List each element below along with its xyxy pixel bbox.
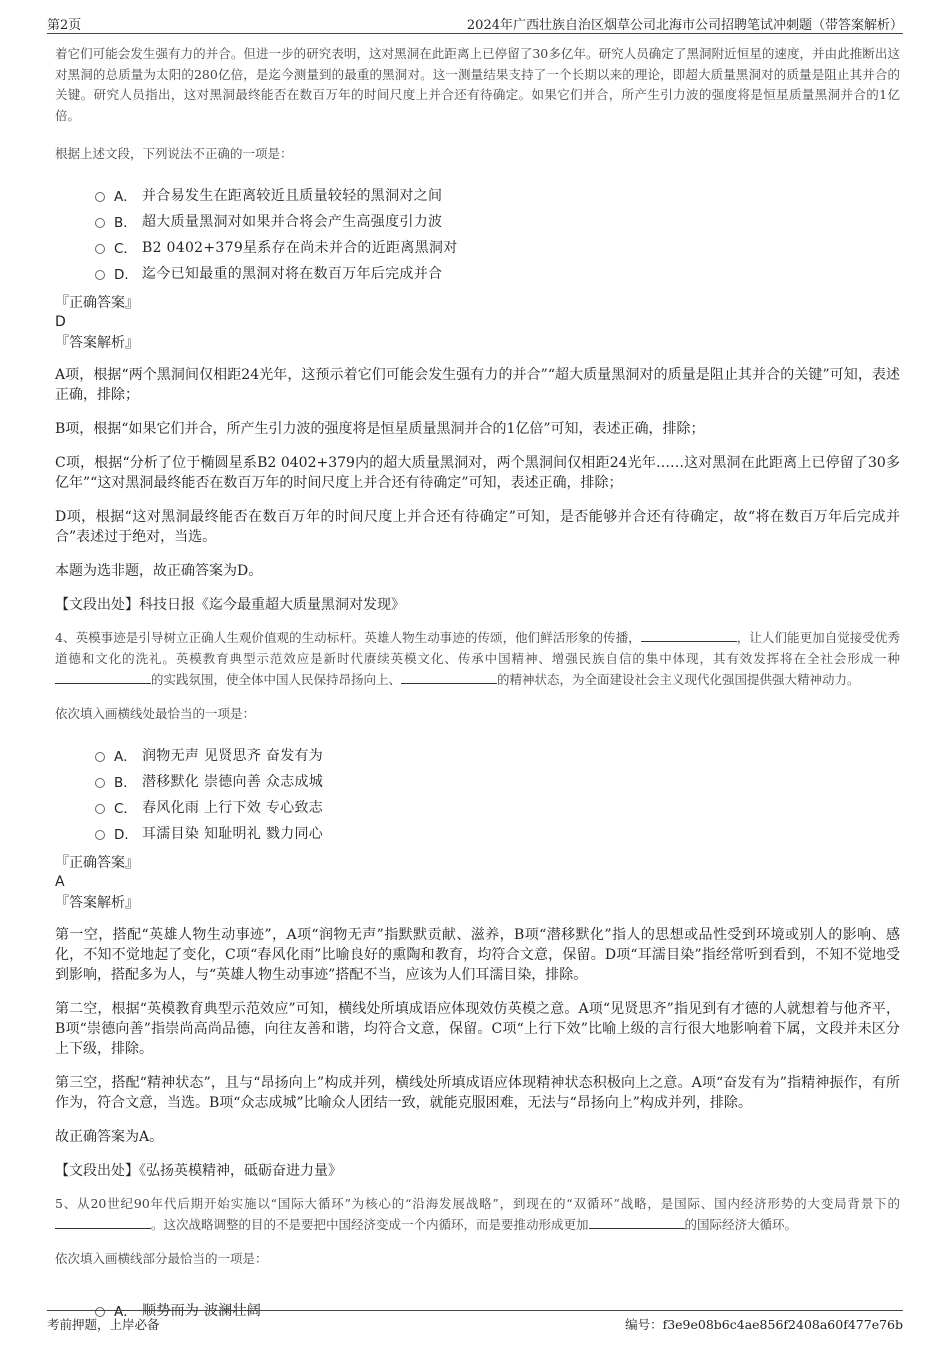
q4-analysis-blank-1: 第一空，搭配“英雄人物生动事迹”，A项“润物无声”指默默贡献、滋养，B项“潜移默化”指人的思想或品性受到环境或别人的影响、感化，不知不觉地起了变化，C项“春风化雨”比喻良好的熏陶和教育，均符合文意，保留。D项“耳濡目染”指经常听到看到，不知不觉地受到影响，搭配多为人，与“英雄人物生动事迹”搭配不当，应该为人们耳濡目染，排除。 bbox=[55, 927, 900, 983]
radio-icon[interactable] bbox=[95, 270, 105, 280]
q4-conclusion: 故正确答案为A。 bbox=[55, 1129, 164, 1145]
q4-option-c[interactable]: C． 春风化雨 上行下效 专心致志 bbox=[95, 794, 900, 820]
q4-options bbox=[95, 742, 900, 846]
q4-analysis-blank-3: 第三空，搭配“精神状态”，且与“昂扬向上”构成并列，横线处所填成语应体现精神状态积极向上之意。A项“奋发有为”指精神振作，有所作为，符合文意，当选。B项“众志成城”比喻众人团结一致，就能克服困难，无法与“昂扬向上”构成并列，排除。 bbox=[55, 1075, 900, 1111]
radio-icon[interactable] bbox=[95, 192, 105, 202]
document-title: 2024年广西壮族自治区烟草公司北海市公司招聘笔试冲刺题（带答案解析） bbox=[466, 18, 903, 33]
blank-line bbox=[55, 1216, 151, 1229]
blank-line bbox=[641, 629, 737, 642]
q3-conclusion: 本题为选非题，故正确答案为D。 bbox=[55, 563, 263, 579]
q3-analysis-a: A项，根据“两个黑洞间仅相距24光年，这预示着它们可能会发生强有力的并合”“超大质量黑洞对的质量是阻止其并合的关键”可知，表述正确，排除； bbox=[55, 367, 900, 403]
main-content bbox=[55, 44, 900, 1323]
q3-analysis-d: D项，根据“这对黑洞最终能否在数百万年的时间尺度上并合还有待确定”可知，是否能够并合还有待确定，故“将在数百万年后完成并合”表述过于绝对，当选。 bbox=[55, 509, 900, 545]
q3-option-a[interactable]: A． 并合易发生在距离较近且质量较轻的黑洞对之间 bbox=[95, 182, 900, 208]
radio-icon[interactable] bbox=[95, 778, 105, 788]
blank-line bbox=[589, 1216, 685, 1229]
document-id: 编号：f3e9e08b6c4ae856f2408a60f477e76b bbox=[625, 1317, 903, 1332]
q4-prompt: 依次填入画横线处最恰当的一项是： bbox=[55, 706, 256, 721]
radio-icon[interactable] bbox=[95, 804, 105, 814]
page-header bbox=[47, 8, 903, 34]
q3-source: 【文段出处】科技日报《迄今最重超大质量黑洞对发现》 bbox=[55, 597, 405, 613]
q4-option-d[interactable]: D． 耳濡目染 知耻明礼 戮力同心 bbox=[95, 820, 900, 846]
q3-option-d[interactable]: D． 迄今已知最重的黑洞对将在数百万年后完成并合 bbox=[95, 260, 900, 286]
q4-analysis-label: 『答案解析』 bbox=[55, 895, 139, 911]
radio-icon[interactable] bbox=[95, 830, 105, 840]
q3-passage: 着它们可能会发生强有力的并合。但进一步的研究表明，这对黑洞在此距离上已停留了30多亿年。研究人员确定了黑洞附近恒星的速度，并由此推断出这对黑洞的总质量为太阳的280亿倍，是迄今测量到的最重的黑洞对。这一测量结果支持了一个长期以来的理论，即超大质量黑洞对的质量是阻止其并合的关键。研究人员指出，这对黑洞最终能否在数百万年的时间尺度上并合还有待确定。如果它们并合，所产生引力波的强度将是恒星质量黑洞并合的1亿倍。 bbox=[55, 46, 900, 123]
radio-icon[interactable] bbox=[95, 752, 105, 762]
q5-option-a[interactable]: A． 顺势而为 波澜壮阔 bbox=[95, 1297, 900, 1323]
q5-stem: 5、从20世纪90年代后期开始实施以“国际大循环”为核心的“沿海发展战略”，到现在的“双循环”战略，是国际、国内经济形势的大变局背景下的。这次战略调整的目的不是要把中国经济变成一个内循环，而是要推动形成更加 的国际经济大循环。 bbox=[55, 1196, 900, 1232]
q4-stem: 4、英模事迹是引导树立正确人生观价值观的生动标杆。英雄人物生动事迹的传颂，他们鲜活形象的传播， ，让人们能更加自觉接受优秀道德和文化的洗礼。英模教育典型示范效应是新时代赓续英模文化、传承中国精神、增强民族自信的集中体现，其有效发挥将在全社会形成一种的实践氛围，使全体中国人民保持昂扬向上、 的精神状态，为全面建设社会主义现代化强国提供强大精神动力。 bbox=[55, 630, 900, 687]
q4-option-b[interactable]: B． 潜移默化 崇德向善 众志成城 bbox=[95, 768, 900, 794]
q5-prompt: 依次填入画横线部分最恰当的一项是： bbox=[55, 1251, 268, 1266]
page-number: 第2页 bbox=[47, 18, 82, 33]
footer-slogan: 考前押题，上岸必备 bbox=[47, 1317, 160, 1332]
q3-analysis-label: 『答案解析』 bbox=[55, 335, 139, 351]
q3-analysis-c: C项，根据“分析了位于椭圆星系B2 0402+379内的超大质量黑洞对，两个黑洞间仅相距24光年……这对黑洞在此距离上已停留了30多亿年”“这对黑洞最终能否在数百万年的时间尺度上并合还有待确定”可知，表述正确，排除； bbox=[55, 455, 900, 491]
q3-analysis-b: B项，根据“如果它们并合，所产生引力波的强度将是恒星质量黑洞并合的1亿倍”可知，表述正确，排除； bbox=[55, 421, 705, 437]
q4-answer-label: 『正确答案』 bbox=[55, 855, 139, 871]
blank-line bbox=[401, 671, 497, 684]
radio-icon[interactable] bbox=[95, 218, 105, 228]
q3-option-b[interactable]: B． 超大质量黑洞对如果并合将会产生高强度引力波 bbox=[95, 208, 900, 234]
q3-prompt: 根据上述文段，下列说法不正确的一项是： bbox=[55, 146, 293, 161]
q4-source: 【文段出处】《弘扬英模精神，砥砺奋进力量》 bbox=[55, 1163, 342, 1179]
q3-answer: D bbox=[55, 314, 66, 330]
q4-analysis-blank-2: 第二空，根据“英模教育典型示范效应”可知，横线处所填成语应体现效仿英模之意。A项“见贤思齐”指见到有才德的人就想着与他齐平，B项“崇德向善”指崇尚高尚品德，向往友善和谐，均符合文意，保留。C项“上行下效”比喻上级的言行很大地影响着下属，文段并未区分上下级，排除。 bbox=[55, 1001, 900, 1057]
page-footer bbox=[47, 1310, 903, 1336]
q4-answer: A bbox=[55, 874, 65, 890]
q3-answer-label: 『正确答案』 bbox=[55, 295, 139, 311]
blank-line bbox=[55, 671, 151, 684]
radio-icon[interactable] bbox=[95, 244, 105, 254]
q3-options bbox=[95, 182, 900, 286]
q3-option-c[interactable]: C． B2 0402+379星系存在尚未并合的近距离黑洞对 bbox=[95, 234, 900, 260]
q4-option-a[interactable]: A． 润物无声 见贤思齐 奋发有为 bbox=[95, 742, 900, 768]
